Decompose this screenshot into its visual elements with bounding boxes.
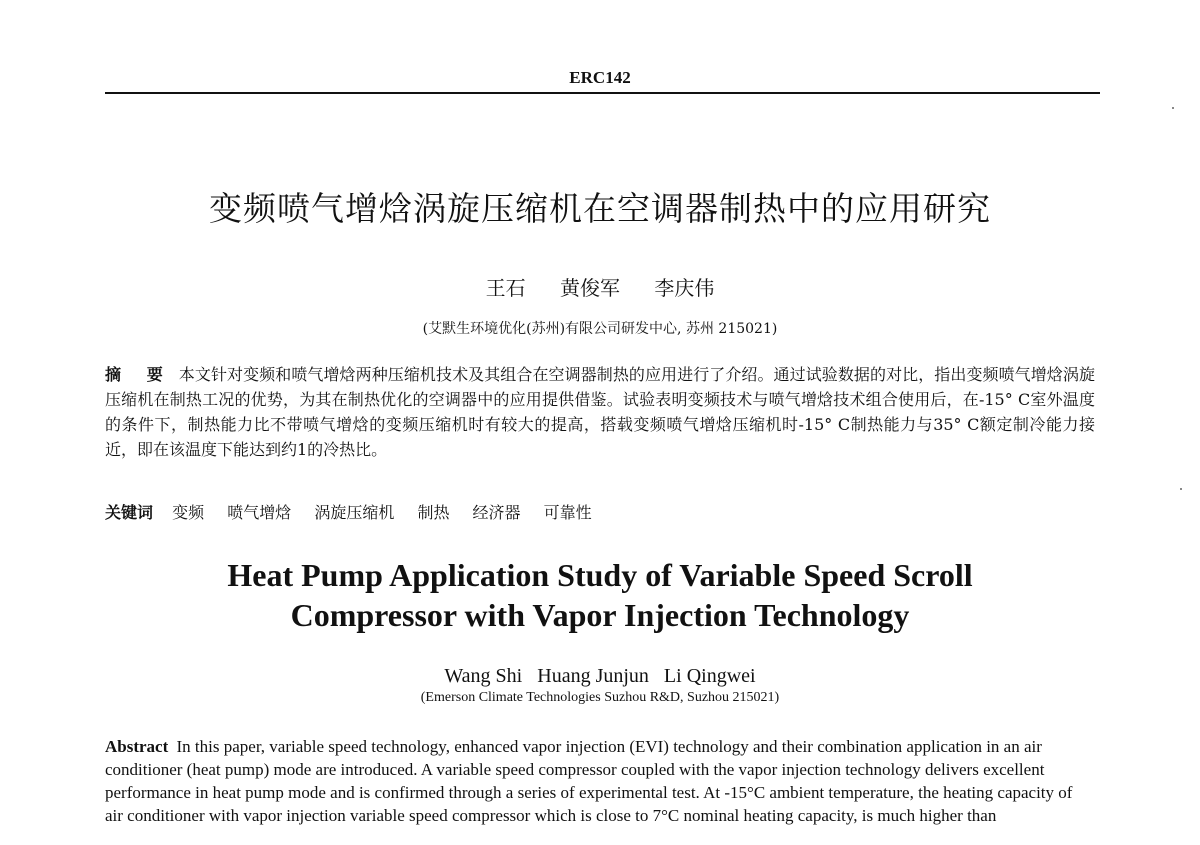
chinese-affiliation: (艾默生环境优化(苏州)有限公司研发中心, 苏州 215021) bbox=[422, 321, 778, 337]
chinese-abstract bbox=[105, 362, 1095, 462]
chinese-keywords bbox=[105, 500, 1095, 525]
english-title bbox=[0, 555, 1200, 635]
keyword: 制热 bbox=[417, 503, 450, 522]
english-abstract-label: Abstract bbox=[105, 737, 169, 756]
keyword: 喷气增焓 bbox=[227, 503, 292, 522]
english-title-line: Heat Pump Application Study of Variable Speed Scroll bbox=[227, 557, 973, 593]
chinese-author: 王石 bbox=[485, 276, 526, 300]
chinese-authors bbox=[0, 272, 1200, 301]
scan-speck bbox=[1172, 107, 1174, 109]
scan-speck bbox=[1180, 488, 1182, 490]
paper-code-header: ERC142 bbox=[569, 68, 631, 87]
english-title-line: Compressor with Vapor Injection Technology bbox=[290, 597, 910, 633]
chinese-abstract-text: 本文针对变频和喷气增焓两种压缩机技术及其组合在空调器制热的应用进行了介绍。通过试验数据的对比，指出变频喷气增焓涡旋压缩机在制热工况的优势，为其在制热优化的空调器中的应用提供借鉴。试验表明变频技术与喷气增焓技术组合使用后，在-15° C室外温度的条件下，制热能力比不带喷气增焓的变频压缩机时有较大的提高，搭载变频喷气增焓压缩机时-15° C制热能力与35° C额定制冷能力接近，即在该温度下能达到约1的冷热比。 bbox=[105, 365, 1095, 459]
chinese-abstract-label: 摘 要 bbox=[105, 365, 173, 384]
chinese-title: 变频喷气增焓涡旋压缩机在空调器制热中的应用研究 bbox=[209, 189, 991, 228]
chinese-keywords-label: 关键词 bbox=[105, 503, 154, 522]
chinese-author: 黄俊军 bbox=[560, 276, 620, 300]
keyword: 可靠性 bbox=[543, 503, 592, 522]
keyword: 涡旋压缩机 bbox=[314, 503, 395, 522]
header-rule bbox=[105, 92, 1100, 94]
english-authors bbox=[0, 665, 1200, 688]
english-abstract-text: In this paper, variable speed technology, enhanced vapor injection (EVI) technology and their combination application in an air conditioner (heat pump) mode are introduced. A variable speed compressor coupled with the vapor injection technology delivers excellent performance in heat pump mode and is confirmed through a series of experimental test. At -15°C ambient temperature, the heating capacity of air conditioner with vapor injection variable speed compressor which is close to 7°C nominal heating capacity, is much higher than bbox=[105, 737, 1073, 825]
english-author: Li Qingwei bbox=[663, 665, 756, 687]
english-author: Huang Junjun bbox=[537, 665, 649, 687]
keyword: 经济器 bbox=[472, 503, 521, 522]
english-abstract bbox=[105, 735, 1090, 827]
english-affiliation: (Emerson Climate Technologies Suzhou R&D, Suzhou 215021) bbox=[420, 690, 780, 705]
chinese-author: 李庆伟 bbox=[654, 276, 715, 300]
english-author: Wang Shi bbox=[444, 665, 523, 687]
keyword: 变频 bbox=[172, 503, 205, 522]
